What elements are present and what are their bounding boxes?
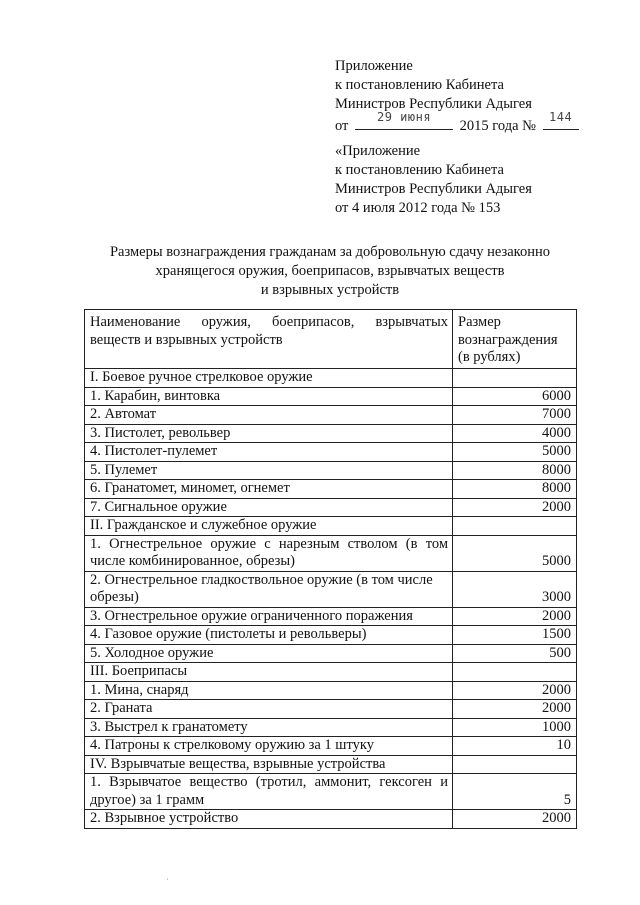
cell-reward-amount: 2000 [453, 498, 577, 517]
cell-item-name: 1. Мина, снаряд [85, 681, 453, 700]
table-section-row [85, 517, 577, 536]
table-row [85, 535, 577, 571]
cell-reward-amount: 8000 [453, 480, 577, 499]
cell-reward-amount: 8000 [453, 461, 577, 480]
cell-item-name: III. Боеприпасы [85, 663, 453, 682]
cell-item-name: II. Гражданское и служебное оружие [85, 517, 453, 536]
cell-item-name: 1. Карабин, винтовка [85, 387, 453, 406]
document-title [80, 243, 580, 300]
previous-appendix-line: от 4 июля 2012 года № 153 [335, 200, 501, 216]
cell-item-name: 5. Пулемет [85, 461, 453, 480]
cell-item-name: 2. Огнестрельное гладкоствольное оружие (в том числе обрезы) [85, 571, 453, 607]
cell-item-name: 2. Граната [85, 700, 453, 719]
cell-reward-amount [453, 663, 577, 682]
handwritten-number: 144 [549, 110, 573, 124]
cell-item-name: 3. Огнестрельное оружие ограниченного поражения [85, 607, 453, 626]
cell-item-name: 2. Автомат [85, 406, 453, 425]
date-prefix: от [335, 118, 349, 134]
table-row [85, 424, 577, 443]
cell-reward-amount [453, 755, 577, 774]
cell-item-name: 4. Патроны к стрелковому оружию за 1 штуку [85, 737, 453, 756]
appendix-header-line: к постановлению Кабинета [335, 77, 504, 93]
cell-reward-amount: 5000 [453, 443, 577, 462]
cell-item-name: 7. Сигнальное оружие [85, 498, 453, 517]
header-cell-amount: Размер вознаграждения (в рублях) [453, 310, 577, 369]
cell-reward-amount: 2000 [453, 810, 577, 829]
table-row [85, 718, 577, 737]
cell-item-name: 2. Взрывное устройство [85, 810, 453, 829]
previous-appendix-line: «Приложение [335, 143, 421, 159]
table-header-row [85, 310, 577, 369]
cell-reward-amount [453, 369, 577, 388]
cell-item-name: IV. Взрывчатые вещества, взрывные устройства [85, 755, 453, 774]
scan-speck: ˌ [166, 870, 169, 880]
date-fill-line [355, 110, 453, 130]
table-row [85, 681, 577, 700]
title-line: хранящегося оружия, боеприпасов, взрывчатых веществ [155, 263, 505, 279]
cell-reward-amount: 1500 [453, 626, 577, 645]
table-row [85, 700, 577, 719]
table-row [85, 737, 577, 756]
table-row [85, 607, 577, 626]
cell-item-name: 3. Выстрел к гранатомету [85, 718, 453, 737]
table-row [85, 443, 577, 462]
appendix-header [335, 57, 579, 136]
cell-reward-amount [453, 517, 577, 536]
cell-reward-amount: 5 [453, 774, 577, 810]
cell-reward-amount: 2000 [453, 681, 577, 700]
table-row [85, 774, 577, 810]
cell-reward-amount: 2000 [453, 607, 577, 626]
table-section-row [85, 755, 577, 774]
number-fill-line [543, 110, 579, 130]
cell-reward-amount: 3000 [453, 571, 577, 607]
previous-appendix-line: Министров Республики Адыгея [335, 181, 532, 197]
cell-reward-amount: 10 [453, 737, 577, 756]
cell-reward-amount: 5000 [453, 535, 577, 571]
cell-item-name: 4. Газовое оружие (пистолеты и револьверы) [85, 626, 453, 645]
title-line: Размеры вознаграждения гражданам за добровольную сдачу незаконно [109, 244, 551, 260]
title-line: и взрывных устройств [260, 282, 400, 298]
appendix-header-line: Приложение [335, 58, 413, 74]
appendix-header-line: Министров Республики Адыгея [335, 96, 532, 112]
cell-reward-amount: 6000 [453, 387, 577, 406]
table-section-row [85, 663, 577, 682]
previous-appendix-header [335, 142, 532, 218]
cell-reward-amount: 7000 [453, 406, 577, 425]
cell-item-name: 1. Огнестрельное оружие с нарезным стволом (в том числе комбинированное, обрезы) [85, 535, 453, 571]
rewards-table [84, 309, 577, 829]
cell-item-name: I. Боевое ручное стрелковое оружие [85, 369, 453, 388]
table-row [85, 480, 577, 499]
cell-item-name: 4. Пистолет-пулемет [85, 443, 453, 462]
cell-item-name: 3. Пистолет, револьвер [85, 424, 453, 443]
table-row [85, 387, 577, 406]
table-row [85, 626, 577, 645]
cell-item-name: 6. Гранатомет, миномет, огнемет [85, 480, 453, 499]
table-row [85, 644, 577, 663]
table-row [85, 498, 577, 517]
table-section-row [85, 369, 577, 388]
appendix-date-line [335, 110, 579, 136]
table-row [85, 810, 577, 829]
cell-item-name: 5. Холодное оружие [85, 644, 453, 663]
header-cell-name: Наименование оружия, боеприпасов, взрывчатых веществ и взрывных устройств [85, 310, 453, 369]
cell-item-name: 1. Взрывчатое вещество (тротил, аммонит, гексоген и другое) за 1 грамм [85, 774, 453, 810]
cell-reward-amount: 500 [453, 644, 577, 663]
date-suffix: 2015 года № [459, 118, 536, 134]
handwritten-date: 29 июня [376, 110, 432, 124]
table-row [85, 571, 577, 607]
cell-reward-amount: 4000 [453, 424, 577, 443]
table-row [85, 461, 577, 480]
previous-appendix-line: к постановлению Кабинета [335, 162, 504, 178]
cell-reward-amount: 2000 [453, 700, 577, 719]
cell-reward-amount: 1000 [453, 718, 577, 737]
table-row [85, 406, 577, 425]
